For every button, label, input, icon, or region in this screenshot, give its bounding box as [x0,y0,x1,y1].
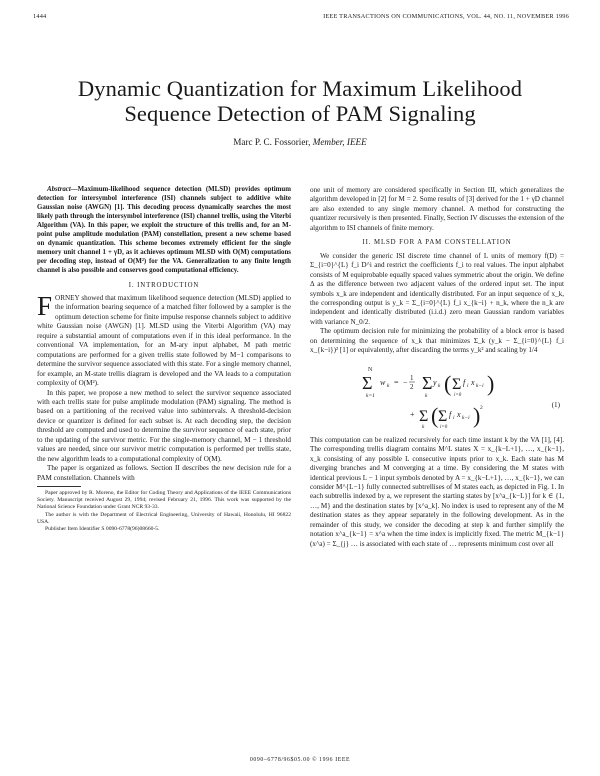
svg-text:N: N [368,366,373,373]
footnote-rule [37,486,81,487]
svg-text:k−i: k−i [476,382,484,389]
section-heading-mlsd: II. MLSD FOR A PAM CONSTELLATION [362,239,512,247]
mlsd-paragraph-2: The optimum decision rule for minimizing the probability of a block error is based on determining the sequence of x_k that minimizes Σ_k (y_k − Σ_{i=0}^{L} f_i x_{k−i})² [1] or equivalently, after discarding the terms y_k² and scaling by 1/4 [310,327,564,355]
svg-text:): ) [473,402,481,428]
intro-paragraph-1 [37,290,292,389]
svg-text:(: ( [431,402,439,428]
svg-text:+: + [410,409,415,419]
svg-text:2: 2 [410,382,414,391]
section-heading-introduction: I. INTRODUCTION [128,281,200,289]
svg-text:i=0: i=0 [454,392,462,398]
footnote-affiliation: The author is with the Department of Electrical Engineering, University of Hawaii, Honolulu, HI 96822 USA. [37,511,291,525]
drop-cap: F [37,290,53,321]
svg-text:=: = [394,377,399,387]
svg-text:x: x [471,377,475,387]
footnote-identifier: Publisher Item Identifier S 0090-6778(96)08660-5. [45,526,160,533]
svg-text:i=0: i=0 [440,424,448,430]
footnote-editorial: Paper approved by R. Moreno, the Editor for Coding Theory and Applications of the IEEE Communications Society. Manuscript received August 29, 1994; revised February 21, 1996. This work was supported by the National Science Foundation under Grant NCR 93-33. [37,490,291,511]
svg-text:Σ: Σ [419,407,429,425]
abstract [37,186,291,276]
svg-text:Σ: Σ [362,372,373,393]
footnote [37,490,291,533]
equation-1 [310,359,564,433]
intro-paragraph-2: In this paper, we propose a new method to select the survivor sequence associated with each trellis state for pulse amplitude modulation (PAM) signaling. The method is based on a partitioning of the received value into subintervals. A threshold-decision device or quantizer is defined for each subset is. At each decoding step, the decision threshold are computed and used to determine the survivor sequence of each state, prior to the updating of the survivor metric. For the single-memory channel, M − 1 threshold values are needed, since our survivor metric computation is performed per trellis state, the new algorithm leads to a computational complexity of O(M). [37,388,291,463]
svg-text:2: 2 [480,404,483,411]
svg-text:k−i: k−i [462,414,470,421]
intro-paragraph-3: The paper is organized as follows. Section II describes the new decision rule for a PAM constellation. Channels with [37,464,291,482]
equation-1-graphic [310,359,560,433]
svg-text:−: − [403,377,408,387]
right-column [310,186,564,549]
title-line-1: Dynamic Quantization for Maximum Likelihood [77,76,523,101]
svg-text:(: ( [444,370,452,396]
svg-text:k: k [425,392,428,399]
svg-text:k=1: k=1 [366,392,375,399]
svg-text:k: k [438,382,441,389]
svg-text:Σ: Σ [452,375,462,393]
svg-text:y: y [433,377,437,387]
journal-header: IEEE TRANSACTIONS ON COMMUNICATIONS, VOL. 44, NO. 11, NOVEMBER 1996 [323,13,569,20]
intro-paragraph-1-text: ORNEY showed that maximum likelihood sequence detection (MLSD) applied to the information bearing sequence of a matched filter followed by a sampler is the optimum detection scheme for finite impulse response channels subject to additive white Gaussian noise (AWGN) [1]. MLSD using the Viterbi Algorithm (VA) may require a substantial amount of computations even if in this ideal performance. In the conventional VA implementation, for an M-ary input alphabet, M path metric computations are performed for a given trellis state followed by M−1 comparisons to determine the survivor sequence associated with this state. For a single memory channel, for example, an M-state trellis diagram is developed and the VA leads to a computation complexity of O(M²). [37,293,292,388]
abstract-text: Maximum-likelihood sequence detection (MLSD) provides optimum detection for intersymbol interference (ISI) channels subject to additive white Gaussian noise (AWGN) [1]. This decoding process dynamically searches the most likely path through the intersymbol interference (ISI) channel trellis, using the Viterbi Algorithm (VA). In this paper, we exploit the structure of this trellis and, for an M-point pulse amplitude modulation (PAM) constellation, present a new scheme based on dynamic quantization. This scheme becomes extremely efficient for the single memory unit channel 1 + γD, as it achieves optimum MLSD with O(M) computations per decoding step, instead of O(M²) for the VA. Generalization to any finite length channel is also possible and conserves good computational efficiency. [37,186,291,274]
svg-text:w: w [380,377,386,387]
svg-text:f: f [463,377,466,387]
svg-text:i: i [467,382,469,389]
page-number: 1444 [33,13,47,20]
svg-text:x: x [457,409,461,419]
svg-text:Σ: Σ [422,372,433,393]
svg-text:i: i [453,414,455,421]
svg-text:f: f [449,409,452,419]
svg-text:k: k [387,382,390,389]
mlsd-paragraph-3: This computation can be realized recursively for each time instant k by the VA [1], [4]. The corresponding trellis diagram contains M^L states X = x_{k−L+1}, …, x_{k−1}, x_k consisting of any possible L consecutive inputs prior to x_k. Each state has M diverging branches and M converging at a time. By considering the M states with identical previous L − 1 input symbols denoted by A = x_{k−L+1}, …, x_{k−1}, we can consider M^{L−1} fully connected subtrellises of M states each, as depicted in Fig. 1. In each subtrellis indexed by a, we represent the starting states by [x^a_{k−L}] for k ∈ {1, …, M} and the destination states by [x^a_k]. No index is used to represent any of the M destination states as they appear separately in the following development. As in the remainder of this study, we consider the decoding at step k and further simplify the notation x^a_{k−1} = x^a when the time index is implicitly fixed. The metric M_{k−1}(x^a) = Σ_{j} … is associated with each state of … represents minimum cost over all [310,435,564,548]
mlsd-paragraph-1: We consider the generic ISI discrete time channel of L units of memory f(D) = Σ_{i=0}^{L} f_i D^i and restrict the coefficients f_i to real values. The input alphabet consists of M equiprobable equally spaced values symmetric about the origin. We define Δ as the difference between two adjacent values of the ordered input set. The input symbols x_k are independent and identically distributed. For an input sequence of x_k, the corresponding output is y_k = Σ_{i=0}^{L} f_i x_{k−i} + n_k, where the n_k are independent and identically distributed (i.i.d.) zero mean Gaussian random variables with variance N_0/2. [310,251,564,326]
author-line [0,137,600,147]
left-column [37,186,291,533]
paper-title [0,76,600,126]
abstract-label: Abstract— [47,186,78,193]
author-grade: Member, IEEE [312,137,367,147]
svg-text:): ) [487,370,495,396]
equation-number: (1) [551,400,560,409]
title-line-2: Sequence Detection of PAM Signaling [124,101,476,126]
author-name: Marc P. C. Fossorier, [233,137,311,147]
copyright-footer: 0090–6778/96$05.00 © 1996 IEEE [249,757,351,763]
svg-text:k: k [422,423,425,430]
svg-text:1: 1 [410,373,414,382]
svg-text:Σ: Σ [438,407,448,425]
right-paragraph-1: one unit of memory are considered specifically in Section III, which generalizes the algorithm developed in [2] for M = 2. Some results of [3] derived for the 1 + γD channel are also extended to any single memory channel. A method for constructing the quantizer recursively is then presented. Finally, Section IV discusses the extension of the algorithm to ISI channels of finite memory. [310,186,564,232]
